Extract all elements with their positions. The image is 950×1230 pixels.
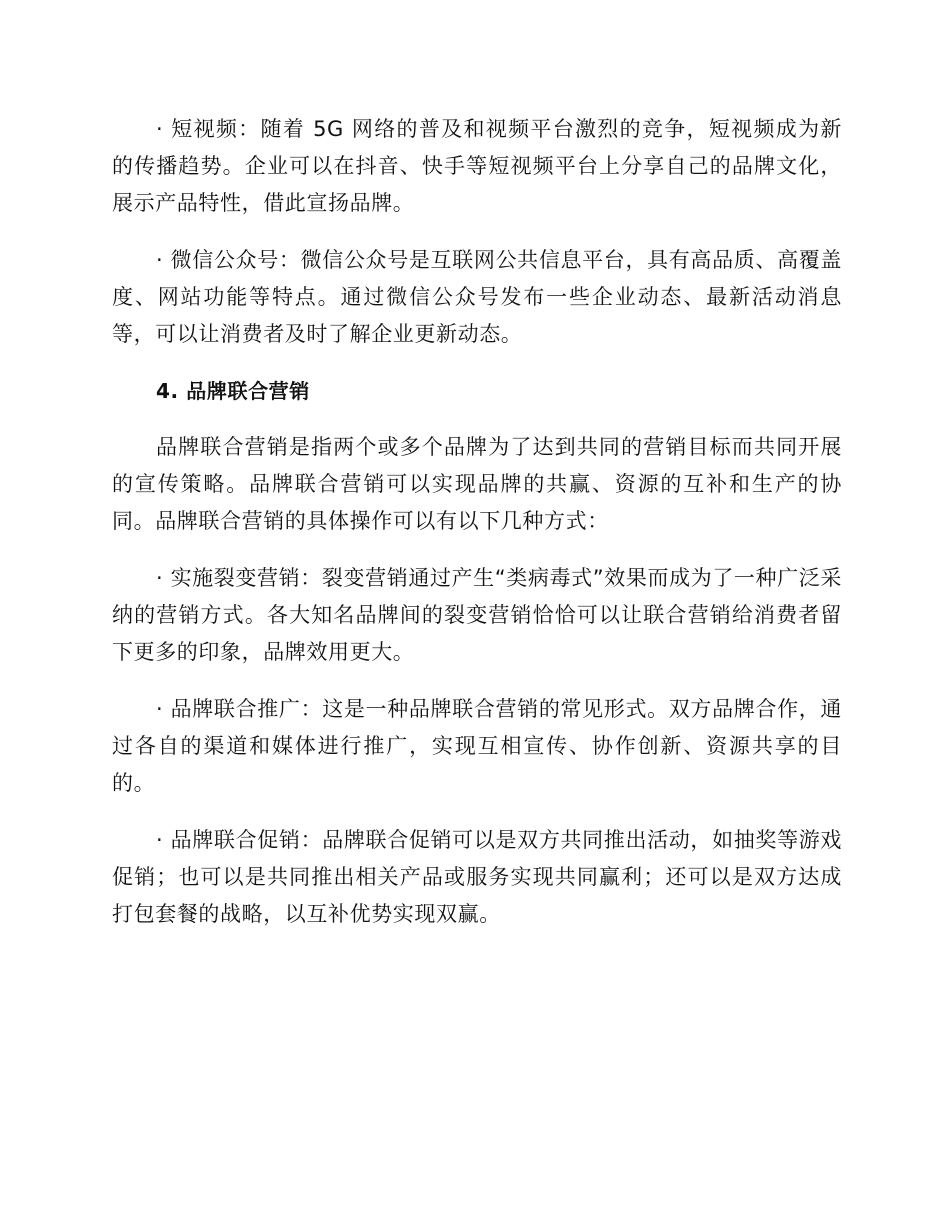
document-body — [112, 111, 842, 953]
bullet-short-video: · 短视频：随着 5G 网络的普及和视频平台激烈的竞争，短视频成为新的传播趋势。企业可以在抖音、快手等短视频平台上分享自己的品牌文化，展示产品特性，借此宣扬品牌。 — [112, 117, 842, 215]
bullet-joint-promotion: · 品牌联合推广：这是一种品牌联合营销的常见形式。双方品牌合作，通过各自的渠道和媒体进行推广，实现互相宣传、协作创新、资源共享的目的。 — [112, 697, 842, 795]
brand-co-marketing-intro: 品牌联合营销是指两个或多个品牌为了达到共同的营销目标而共同开展的宣传策略。品牌联合营销可以实现品牌的共赢、资源的互补和生产的协同。品牌联合营销的具体操作可以有以下几种方式： — [112, 435, 842, 533]
section-heading-brand-co-marketing: 4. 品牌联合营销 — [156, 379, 310, 403]
bullet-wechat-account: · 微信公众号：微信公众号是互联网公共信息平台，具有高品质、高覆盖度、网站功能等特点。通过微信公众号发布一些企业动态、最新活动消息等，可以让消费者及时了解企业更新动态。 — [112, 248, 842, 346]
bullet-fission-marketing: · 实施裂变营销：裂变营销通过产生“类病毒式”效果而成为了一种广泛采纳的营销方式。各大知名品牌间的裂变营销恰恰可以让联合营销给消费者留下更多的印象，品牌效用更大。 — [112, 566, 842, 664]
bullet-joint-sales-promotion: · 品牌联合促销：品牌联合促销可以是双方共同推出活动，如抽奖等游戏促销；也可以是共同推出相关产品或服务实现共同赢利；还可以是双方达成打包套餐的战略，以互补优势实现双赢。 — [112, 828, 842, 926]
